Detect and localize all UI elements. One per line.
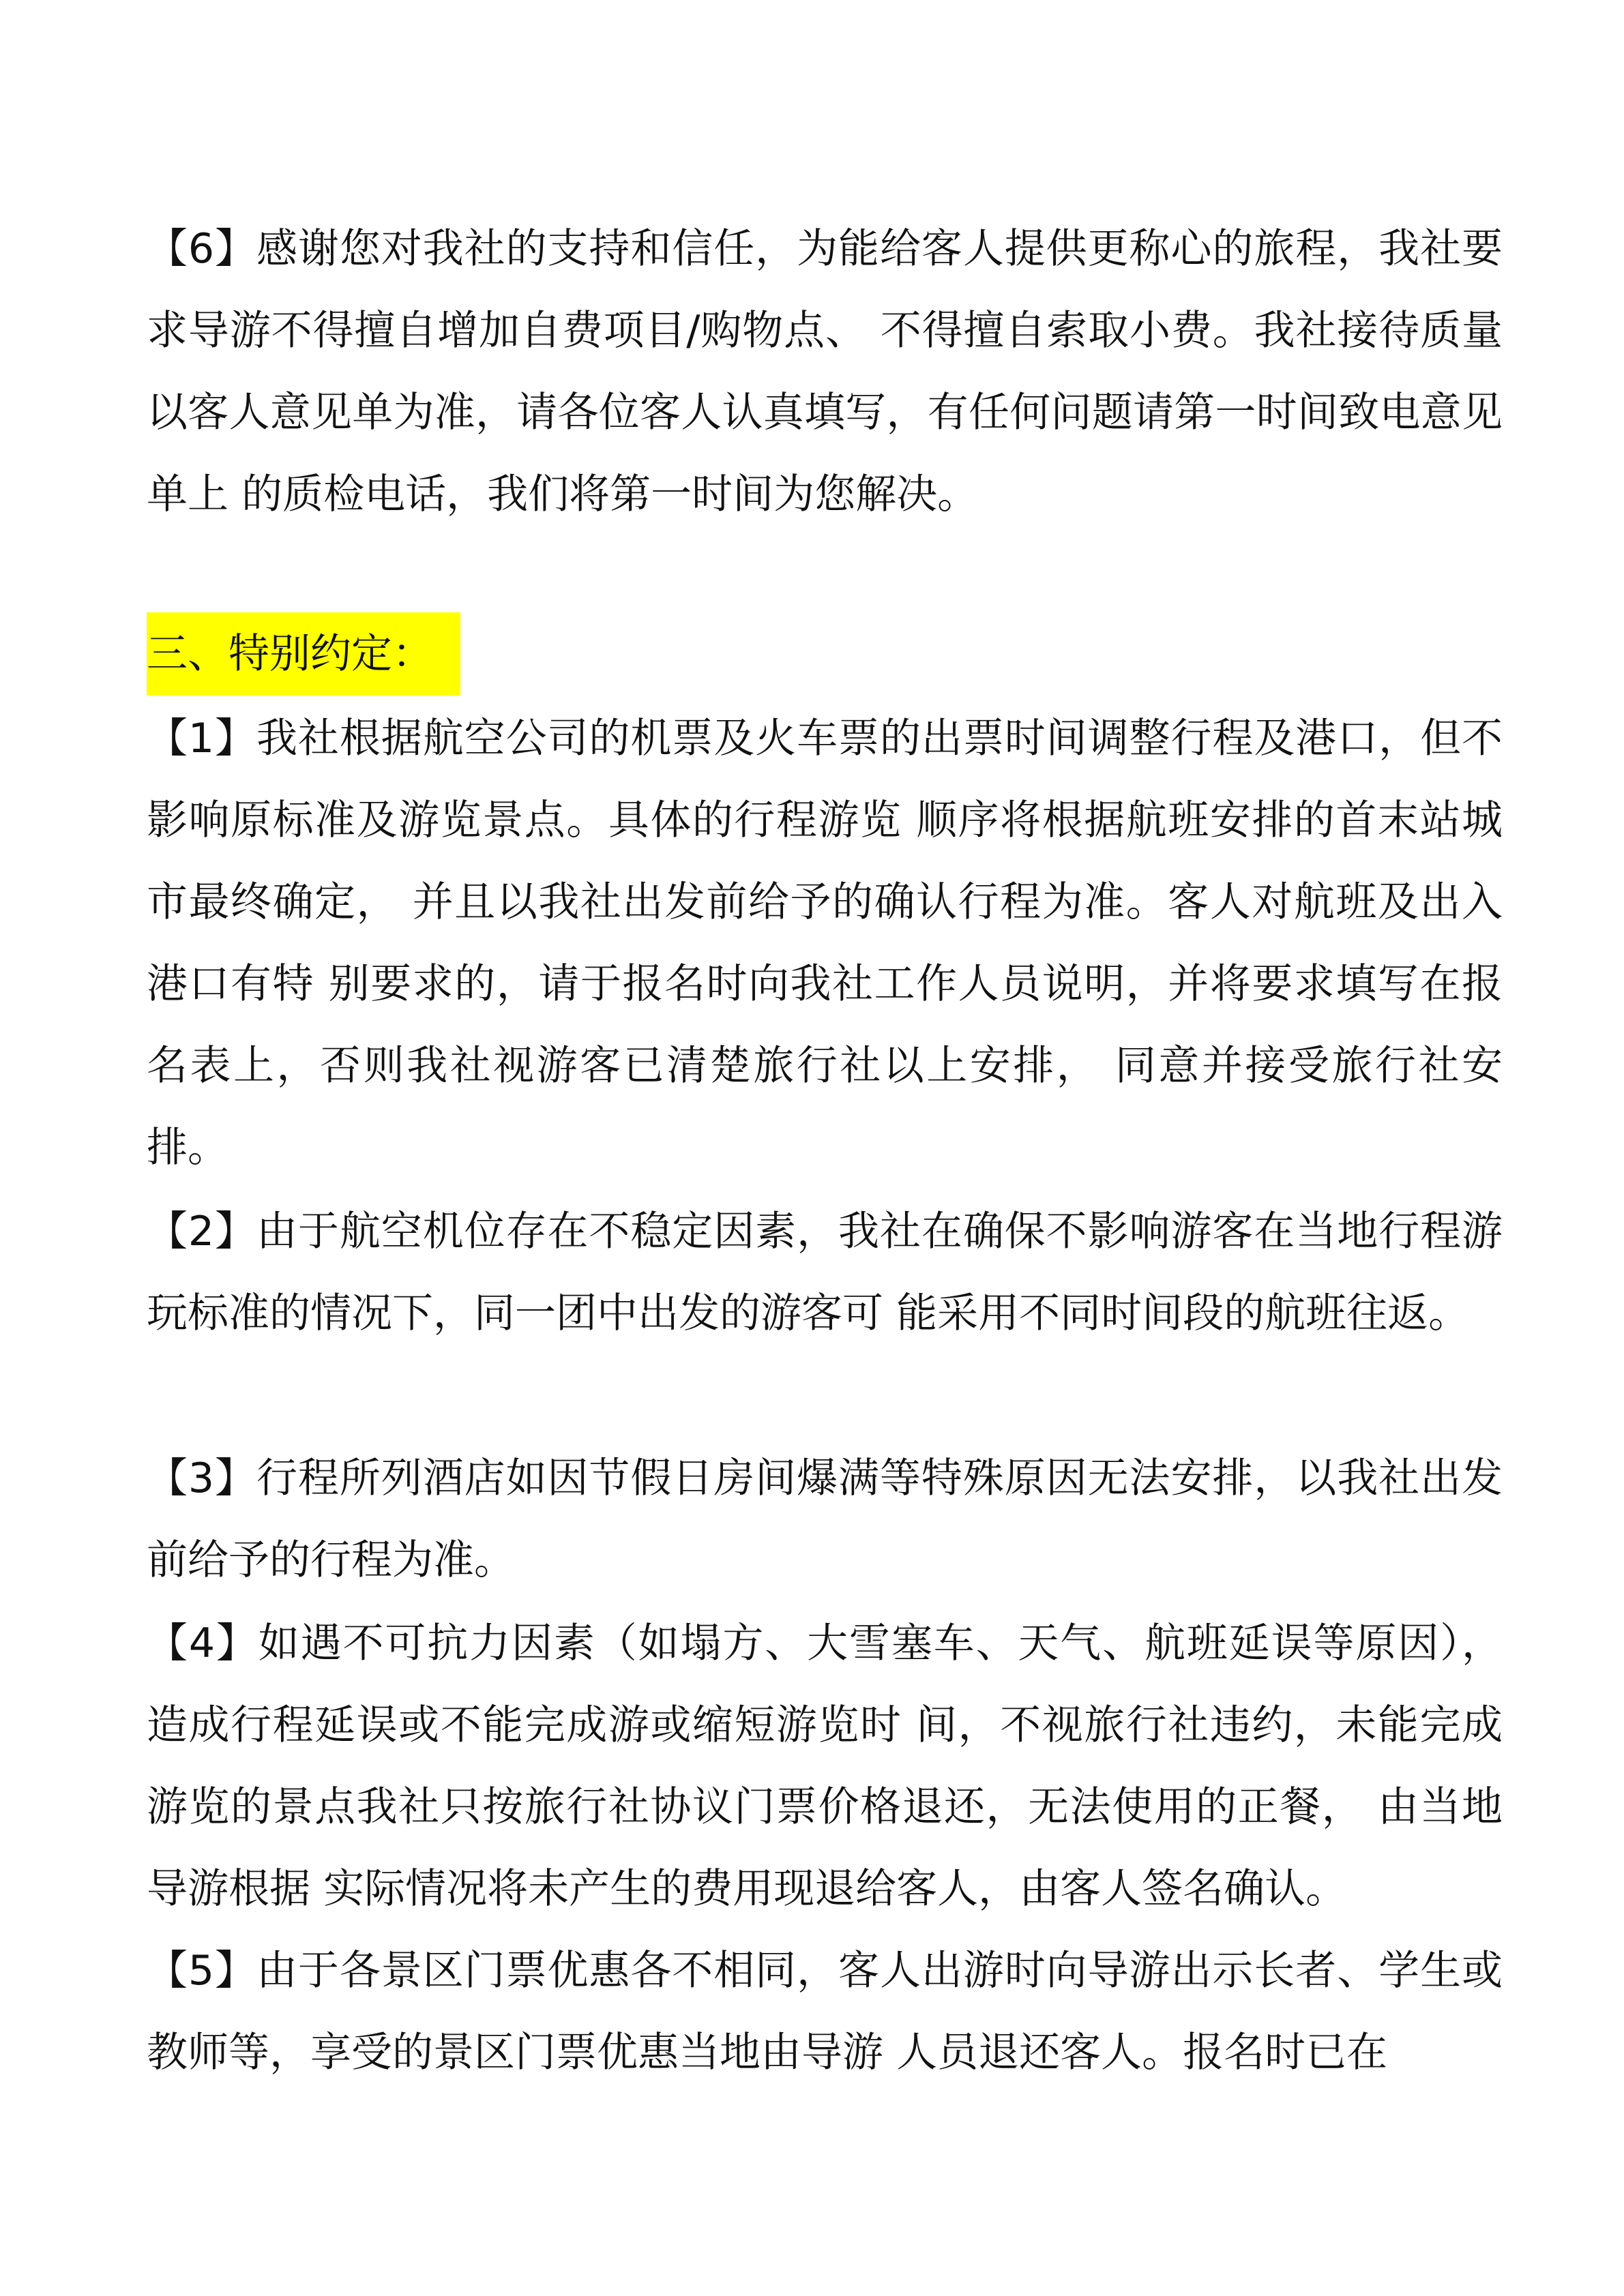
item-1-paragraph: 【1】我社根据航空公司的机票及火车票的出票时间调整行程及港口，但不影响原标准及游览景点。具体的行程游览 顺序将根据航班安排的首末站城市最终确定， 并且以我社出发前给予的确认行程为准。客人对航班及出入港口有特 别要求的，请于报名时向我社工作人员说明，并将要求填写在报名表上，否则我社视游客已清楚旅行社以上安排， 同意并接受旅行社安排。: [147, 715, 1503, 1172]
section-heading: 三、特别约定：: [147, 612, 460, 696]
document-page: [147, 0, 1503, 2296]
item-5-paragraph: 【5】由于各景区门票优惠各不相同，客人出游时向导游出示长者、学生或教师等，享受的景区门票优惠当地由导游 人员退还客人。报名时已在: [147, 1947, 1503, 2076]
item-3-paragraph: 【3】行程所列酒店如因节假日房间爆满等特殊原因无法安排，以我社出发前给予的行程为准。: [147, 1455, 1503, 1584]
item-2-paragraph: 【2】由于航空机位存在不稳定因素，我社在确保不影响游客在当地行程游玩标准的情况下，同一团中出发的游客可 能采用不同时间段的航班往返。: [147, 1208, 1503, 1337]
item-4-paragraph: 【4】如遇不可抗力因素（如塌方、大雪塞车、天气、航班延误等原因），造成行程延误或不能完成游或缩短游览时 间，不视旅行社违约，未能完成游览的景点我社只按旅行社协议门票价格退还，无法使用的正餐， 由当地导游根据 实际情况将未产生的费用现退给客人，由客人签名确认。: [147, 1620, 1503, 1913]
intro-paragraph: 【6】感谢您对我社的支持和信任，为能给客人提供更称心的旅程，我社要求导游不得擅自增加自费项目/购物点、 不得擅自索取小费。我社接待质量以客人意见单为准，请各位客人认真填写，有任何问题请第一时间致电意见单上 的质检电话，我们将第一时间为您解决。: [147, 225, 1503, 518]
